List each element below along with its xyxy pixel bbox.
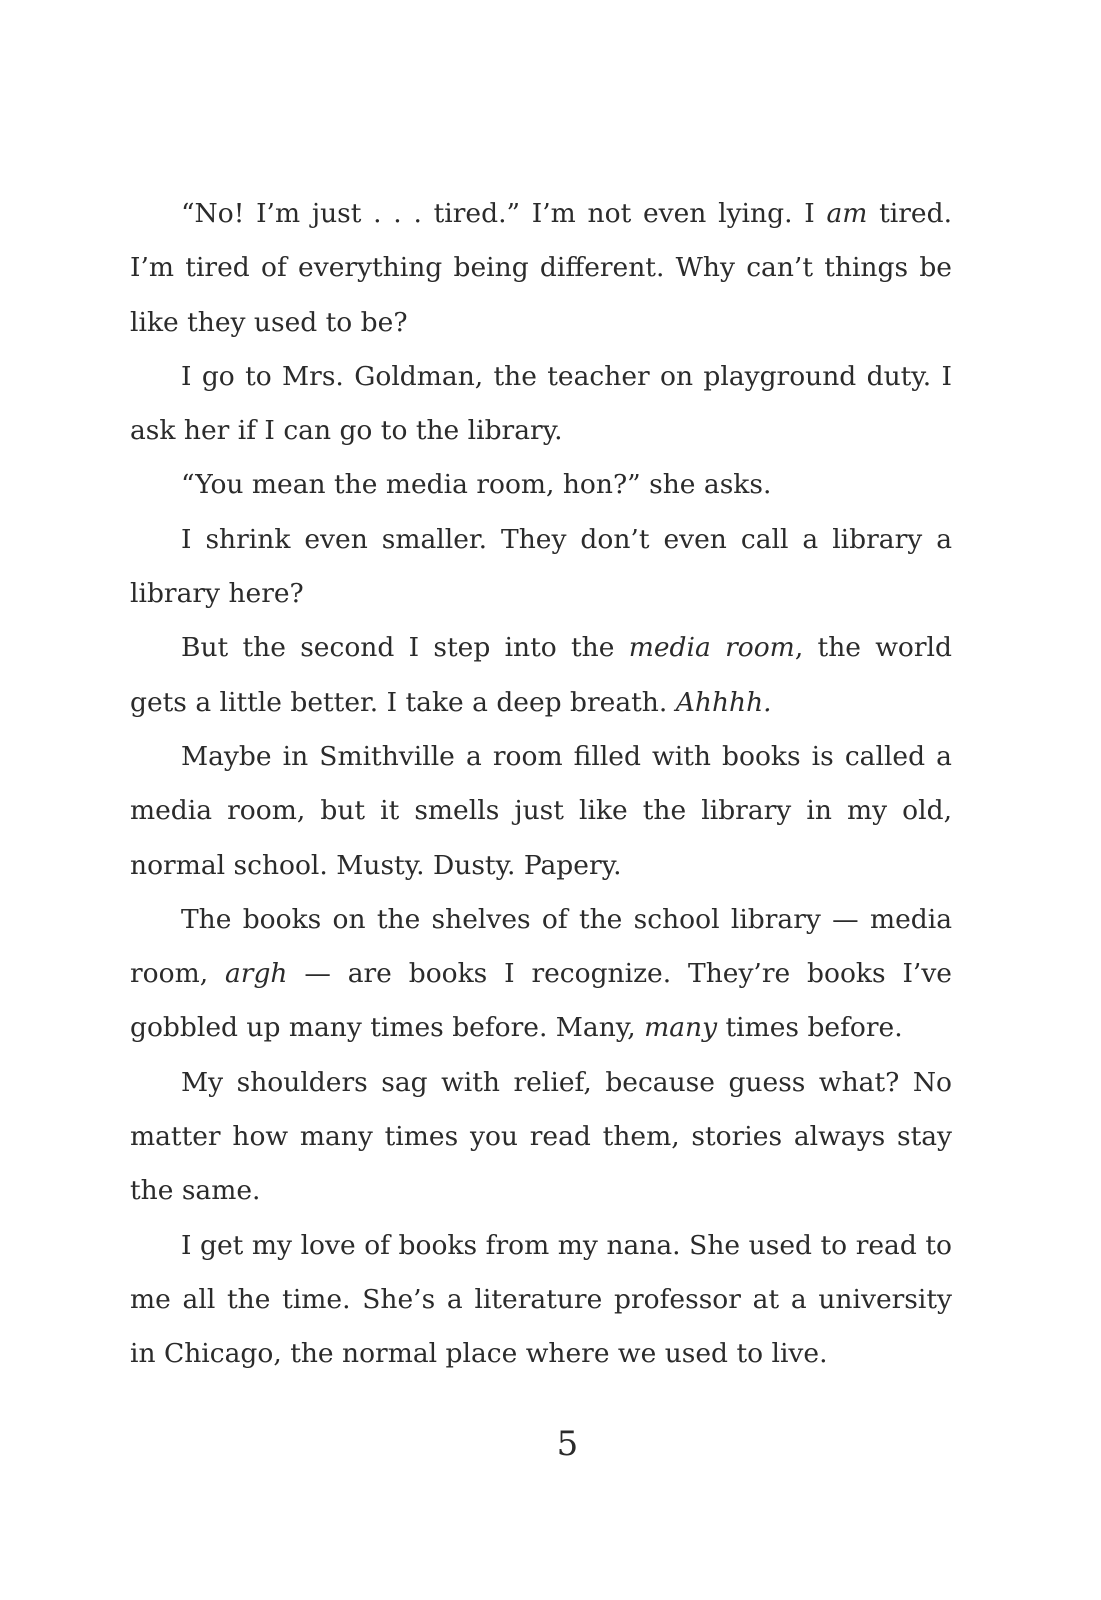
text-run: My shoulders sag with relief, because guess what? No matter how many times you read them, stories always stay the same. <box>130 1066 952 1207</box>
paragraph-3 <box>130 458 952 512</box>
text-run: The books on the shelves of the school library — media room, <box>130 903 952 990</box>
text-run: I shrink even smaller. They don’t even call a library a library here? <box>130 523 952 610</box>
text-run: — are books I recognize. They’re books I’ve gobbled up many times before. Many, <box>130 958 952 1044</box>
italic-run: Ahhhh. <box>675 686 772 718</box>
italic-run: media room <box>628 632 795 664</box>
paragraph-1 <box>130 187 952 350</box>
paragraph-7 <box>130 893 952 1056</box>
paragraph-2 <box>130 350 952 459</box>
italic-run: argh <box>225 958 288 990</box>
text-run: , the world gets a little better. I take a deep breath. <box>130 632 952 718</box>
text-run: “No! I’m just . . . tired.” I’m not even lying. I <box>181 198 827 229</box>
paragraph-9 <box>130 1219 952 1382</box>
text-run: Maybe in Smithville a room filled with books is called a media room, but it smells just like the library in my old, normal school. Musty. Dusty. Papery. <box>130 740 952 881</box>
paragraph-5 <box>130 621 952 730</box>
italic-run: many <box>644 1012 718 1044</box>
text-run: “You mean the media room, hon?” she asks. <box>181 469 772 501</box>
text-run: times before. <box>717 1012 903 1044</box>
page-number: 5 <box>556 1424 579 1464</box>
paragraph-4 <box>130 513 952 622</box>
paragraph-8 <box>130 1056 952 1219</box>
text-run: I go to Mrs. Goldman, the teacher on playground duty. I ask her if I can go to the library. <box>130 360 952 447</box>
paragraph-6 <box>130 730 952 893</box>
body-text <box>130 187 952 1382</box>
text-run: I get my love of books from my nana. She used to read to me all the time. She’s a literature professor at a university in Chicago, the normal place where we used to live. <box>130 1229 952 1370</box>
italic-run: am <box>826 198 868 229</box>
text-run: But the second I step into the <box>181 632 629 664</box>
text-run: tired. I’m tired of everything being different. Why can’t things be like they used to be? <box>130 198 952 338</box>
